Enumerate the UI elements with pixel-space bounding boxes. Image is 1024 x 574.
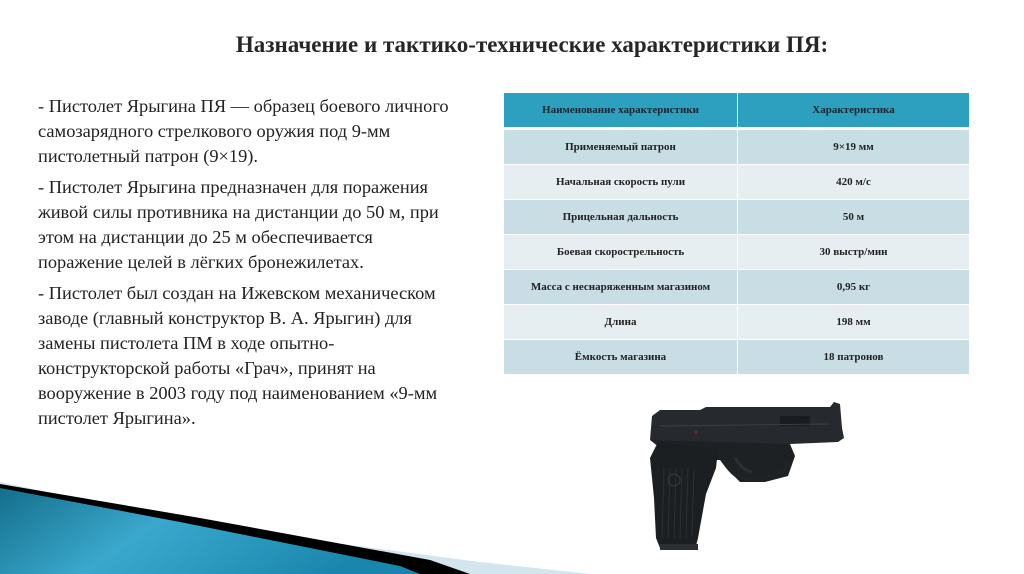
table-row [504,129,970,165]
slide-title: Назначение и тактико-технические характеристики ПЯ: [235,32,829,57]
description-text [38,94,458,437]
header-characteristic-value: Характеристика [738,93,970,129]
table-row [504,340,970,375]
specifications-table [503,92,970,375]
row-label: Прицельная дальность [504,200,738,235]
paragraph-history: - Пистолет был создан на Ижевском механическом заводе (главный конструктор В. А. Ярыгин) для замены пистолета ПМ в ходе опытно-конструкторской работы «Грач», принят на вооружение в 2003 году под наименованием «9-мм пистолет Ярыгина». [38,283,438,428]
pistol-image [640,398,850,553]
table-row [504,305,970,340]
table-row [504,200,970,235]
row-value: 0,95 кг [738,270,970,305]
table-header-row [504,93,970,129]
table-row [504,270,970,305]
row-label: Ёмкость магазина [504,340,738,375]
paragraph-purpose-1: - Пистолет Ярыгина ПЯ — образец боевого личного самозарядного стрелкового оружия под 9-мм пистолетный патрон (9×19). [38,96,449,166]
row-label: Длина [504,305,738,340]
row-label: Применяемый патрон [504,129,738,165]
row-value: 9×19 мм [738,129,970,165]
row-value: 18 патронов [738,340,970,375]
paragraph-purpose-2: - Пистолет Ярыгина предназначен для поражения живой силы противника на дистанции до 50 м, при этом на дистанции до 25 м обеспечивается поражение целей в лёгких бронежилетах. [38,177,439,272]
row-label: Начальная скорость пули [504,165,738,200]
table-row [504,235,970,270]
header-characteristic-name: Наименование характеристики [504,93,738,129]
row-label: Боевая скорострельность [504,235,738,270]
row-value: 420 м/с [738,165,970,200]
row-label: Масса с неснаряженным магазином [504,270,738,305]
table-row [504,165,970,200]
row-value: 30 выстр/мин [738,235,970,270]
row-value: 50 м [738,200,970,235]
row-value: 198 мм [738,305,970,340]
